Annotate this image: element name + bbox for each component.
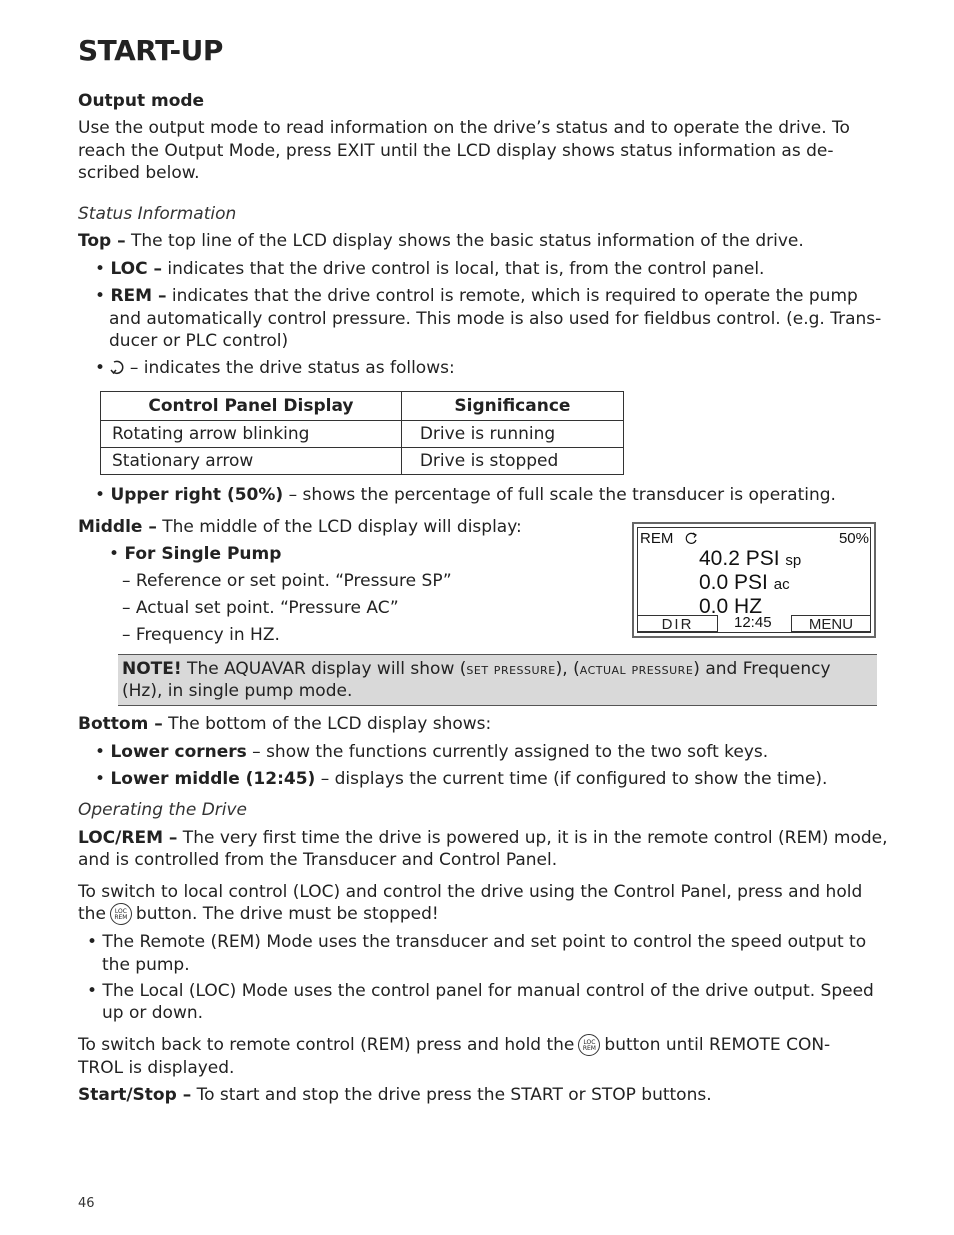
page-number: 46 <box>78 1196 95 1211</box>
lower-middle-text: – displays the current time (if configured to show the time). <box>315 769 828 789</box>
switch-local-text-b: button. The drive must be stopped! <box>135 904 439 924</box>
lcd-line3: 0.0 HZ <box>699 595 763 618</box>
note-actual-pressure: actual pressure <box>579 660 694 678</box>
lower-corners-text: – show the functions currently assigned to the two soft keys. <box>246 742 769 762</box>
lcd-line1 <box>699 547 801 571</box>
lower-corners-label: Lower corners <box>110 742 247 762</box>
loc-rem-button-icon <box>110 903 132 925</box>
single-pump-bullet <box>109 543 281 565</box>
middle-item-reference: – Reference or set point. “Pressure SP” <box>122 571 452 591</box>
loc-rem-button-icon <box>578 1034 600 1056</box>
locrem-paragraph <box>78 827 888 849</box>
middle-text: The middle of the LCD display will display: <box>156 517 522 537</box>
lcd-screen <box>637 527 871 633</box>
note-line1 <box>122 658 831 680</box>
remote-mode-bullet: • The Remote (REM) Mode uses the transducer and set point to control the speed output to <box>87 932 867 952</box>
table-cell: Stationary arrow <box>101 448 402 475</box>
bullet-dot: • <box>95 742 106 762</box>
arrow-bullet <box>95 357 455 379</box>
locrem-text: The very first time the drive is powered up, it is in the remote control (REM) mode, <box>177 828 888 848</box>
local-mode-bullet: • The Local (LOC) Mode uses the control panel for manual control of the drive output. Speed <box>87 981 874 1001</box>
upper-right-bullet <box>95 484 836 506</box>
rem-text: indicates that the drive control is remote, which is required to operate the pump <box>166 286 858 306</box>
switch-local-line1: To switch to local control (LOC) and control the drive using the Control Panel, press and hold <box>78 882 863 902</box>
table-header-row <box>101 392 624 421</box>
bullet-dot: • <box>95 259 106 279</box>
rotating-arrow-icon <box>110 359 124 375</box>
locrem-line2: and is controlled from the Transducer and Control Panel. <box>78 850 558 870</box>
note-text-c: ) and Frequency <box>693 659 831 679</box>
bullet-dot: • <box>95 358 106 378</box>
status-table <box>100 391 624 475</box>
loc-text: indicates that the drive control is local, that is, from the control panel. <box>162 259 765 279</box>
lcd-line1-suffix: sp <box>785 552 802 569</box>
note-text-a: The AQUAVAR display will show ( <box>181 659 467 679</box>
output-mode-para-line3: scribed below. <box>78 163 200 183</box>
status-info-subtitle: Status Information <box>78 204 237 224</box>
bullet-dot: • <box>109 544 120 564</box>
bullet-dot: • <box>95 286 106 306</box>
switch-remote-line2: TROL is displayed. <box>78 1058 235 1078</box>
startstop-text: To start and stop the drive press the START or STOP buttons. <box>191 1085 712 1105</box>
note-line2: (Hz), in single pump mode. <box>122 681 353 701</box>
table-header-display: Control Panel Display <box>101 392 402 421</box>
lcd-percent: 50% <box>838 530 869 547</box>
output-mode-para-line1: Use the output mode to read information on the drive’s status and to operate the drive. To <box>78 118 850 138</box>
startstop-paragraph <box>78 1084 712 1106</box>
section-title-output-mode: Output mode <box>78 91 205 111</box>
table-row <box>101 448 624 475</box>
lcd-rotating-arrow-icon <box>684 531 698 545</box>
lower-middle-label: Lower middle (12:45) <box>110 769 316 789</box>
lcd-line2 <box>699 571 790 595</box>
middle-item-actual: – Actual set point. “Pressure AC” <box>122 598 399 618</box>
lcd-softkey-right[interactable]: MENU <box>791 615 871 632</box>
bottom-text: The bottom of the LCD display shows: <box>162 714 492 734</box>
lcd-line1-value: 40.2 PSI <box>699 547 780 570</box>
page-title: START-UP <box>78 34 223 67</box>
loc-label: LOC – <box>110 259 163 279</box>
top-label: Top – <box>78 231 126 251</box>
locrem-label: LOC/REM – <box>78 828 178 848</box>
arrow-text: – indicates the drive status as follows: <box>124 358 455 378</box>
switch-remote-text-a: To switch back to remote control (REM) press and hold the <box>78 1035 575 1055</box>
loc-rem-button-bottom: REM <box>582 1045 596 1052</box>
loc-rem-button-top: LOC <box>583 1039 596 1046</box>
lower-middle-bullet <box>95 768 827 790</box>
rem-bullet <box>95 285 858 307</box>
table-cell: Drive is running <box>401 421 623 448</box>
table-row <box>101 421 624 448</box>
loc-bullet <box>95 258 764 280</box>
top-text: The top line of the LCD display shows the basic status information of the drive. <box>125 231 804 251</box>
note-text-b: ), ( <box>555 659 580 679</box>
output-mode-para-line2: reach the Output Mode, press EXIT until the LCD display shows status information as de- <box>78 141 834 161</box>
lcd-time: 12:45 <box>734 614 772 631</box>
bullet-dot: • <box>95 769 106 789</box>
bullet-dot: • <box>95 485 106 505</box>
switch-remote-text-b: button until REMOTE CON- <box>604 1035 831 1055</box>
lcd-line2-suffix: ac <box>773 576 790 593</box>
upper-right-label: Upper right (50%) <box>110 485 284 505</box>
table-cell: Drive is stopped <box>401 448 623 475</box>
lcd-display <box>632 522 876 638</box>
operating-subtitle: Operating the Drive <box>78 800 248 820</box>
table-header-significance: Significance <box>401 392 623 421</box>
rem-label: REM – <box>110 286 167 306</box>
single-pump-label: For Single Pump <box>124 544 282 564</box>
switch-local-line2 <box>78 903 439 925</box>
switch-local-text-a: the <box>78 904 106 924</box>
bottom-label: Bottom – <box>78 714 163 734</box>
remote-mode-bullet-line2: the pump. <box>102 955 190 975</box>
lcd-softkey-left[interactable]: DIR <box>637 615 718 632</box>
middle-label: Middle – <box>78 517 157 537</box>
loc-rem-button-top: LOC <box>114 908 127 915</box>
note-label: NOTE! <box>122 659 182 679</box>
bottom-paragraph <box>78 713 491 735</box>
startstop-label: Start/Stop – <box>78 1085 192 1105</box>
note-set-pressure: set pressure <box>466 660 556 678</box>
middle-paragraph <box>78 516 522 538</box>
lcd-line2-value: 0.0 PSI <box>699 571 768 594</box>
local-mode-bullet-line2: up or down. <box>102 1003 204 1023</box>
middle-item-frequency: – Frequency in HZ. <box>122 625 280 645</box>
table-cell: Rotating arrow blinking <box>101 421 402 448</box>
top-paragraph <box>78 230 804 252</box>
note-box <box>118 654 877 706</box>
switch-remote-line1 <box>78 1034 830 1056</box>
rem-text-line3: ducer or PLC control) <box>109 331 289 351</box>
upper-right-text: – shows the percentage of full scale the transducer is operating. <box>283 485 836 505</box>
lcd-mode: REM <box>640 530 674 547</box>
rem-text-line2: and automatically control pressure. This mode is also used for fieldbus control. (e.g. Trans- <box>109 309 882 329</box>
loc-rem-button-bottom: REM <box>114 914 128 921</box>
lower-corners-bullet <box>95 741 768 763</box>
